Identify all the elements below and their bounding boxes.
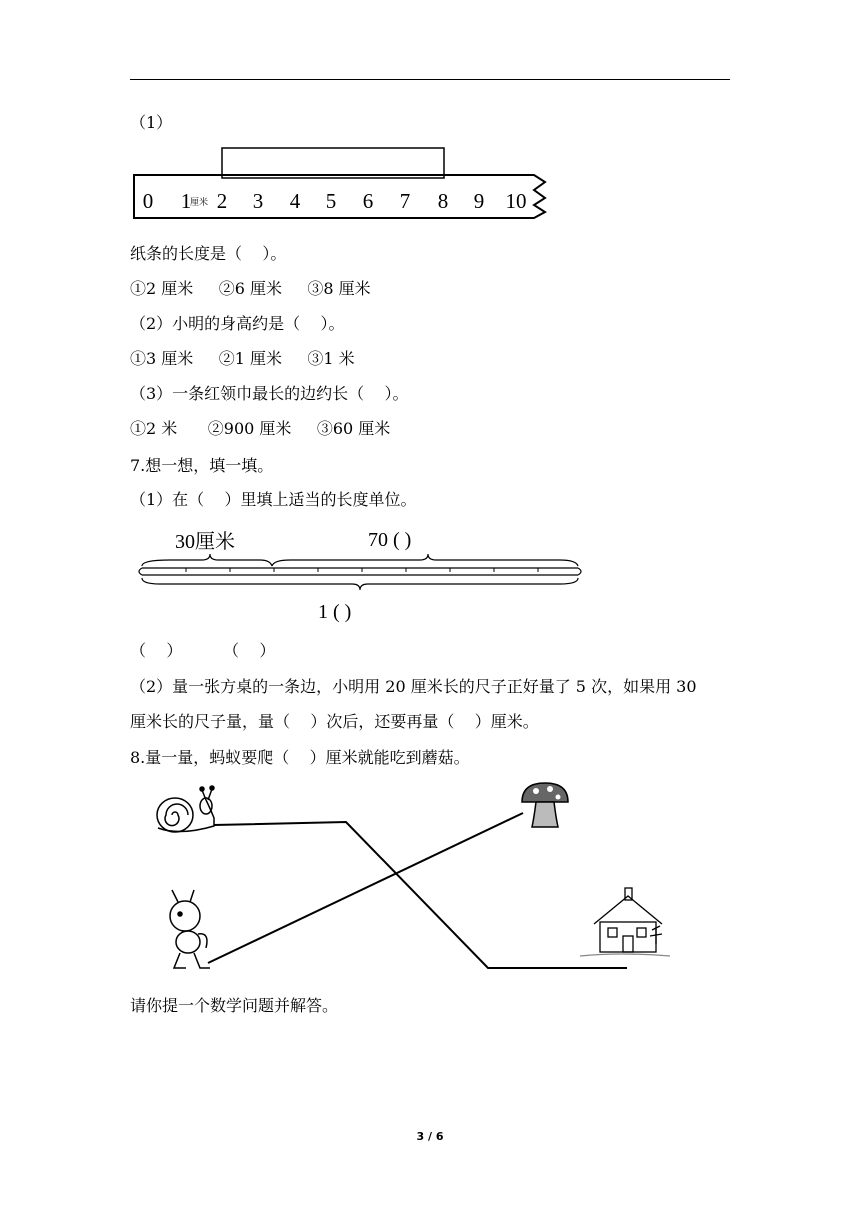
q7-part2-line1: （2）量一张方桌的一条边，小明用 20 厘米长的尺子正好量了 5 次，如果用 30 (130, 677, 697, 696)
q7-part2-line2: 厘米长的尺子量，量（ ）次后，还要再量（ ）厘米。 (130, 712, 539, 731)
ant-to-mushroom-path (208, 813, 523, 963)
house-icon (580, 888, 670, 956)
page-number: 3 / 6 (416, 1130, 444, 1143)
label-1-blank: 1 ( ) (318, 601, 352, 623)
q8-title: 8.量一量，蚂蚁要爬（ ）厘米就能吃到蘑菇。 (130, 748, 470, 767)
ruler-number: 4 (289, 189, 301, 213)
ruler-number: 3 (252, 189, 264, 213)
q8-prompt: 请你提一个数学问题并解答。 (130, 996, 339, 1015)
ruler-number: 9 (473, 189, 485, 213)
brace-whole (142, 578, 578, 590)
ruler-number: 5 (325, 189, 337, 213)
q7-title: 7.想一想，填一填。 (130, 456, 274, 475)
q6-part2-question: （2）小明的身高约是（ ）。 (130, 314, 345, 333)
mushroom-icon (522, 783, 568, 827)
snail-to-house-path (214, 822, 627, 968)
q6-part3-options: ①2 米 ②900 厘米 ③60 厘米 (130, 419, 391, 438)
q7-answer-blanks: （ ） （ ） (130, 641, 276, 660)
strip-options: ①2 厘米 ②6 厘米 ③8 厘米 (130, 279, 371, 298)
snail-icon (157, 786, 214, 832)
ruler-figure (130, 144, 555, 222)
brace-30cm (142, 554, 272, 566)
paper-strip (222, 148, 444, 178)
line-left-end (139, 568, 142, 575)
q6-part1-label: （1） (130, 113, 173, 132)
header-rule (130, 79, 730, 80)
q6-part3-question: （3）一条红领巾最长的边约长（ ）。 (130, 384, 409, 403)
q6-part2-options: ①3 厘米 ②1 厘米 ③1 米 (130, 349, 355, 368)
brace-70 (272, 554, 578, 566)
label-30cm: 30厘米 (175, 531, 235, 553)
ruler-number: 0 (142, 189, 154, 213)
strip-question: 纸条的长度是（ ）。 (130, 244, 287, 263)
ruler-number: 6 (362, 189, 374, 213)
ruler-number: 2 (216, 189, 228, 213)
ruler-unit-label: 厘米 (190, 197, 209, 207)
length-line-figure (130, 522, 590, 630)
ruler-number: 8 (437, 189, 449, 213)
q7-part1-question: （1）在（ ）里填上适当的长度单位。 (130, 490, 417, 509)
ruler-number: 7 (399, 189, 411, 213)
line-right-end (578, 568, 581, 575)
ruler-number: 10 (505, 189, 527, 213)
label-70-blank: 70 ( ) (368, 529, 412, 551)
ant-snail-mushroom-figure (140, 778, 680, 978)
ant-icon (170, 890, 210, 968)
ruler-number: 1 (180, 189, 192, 213)
